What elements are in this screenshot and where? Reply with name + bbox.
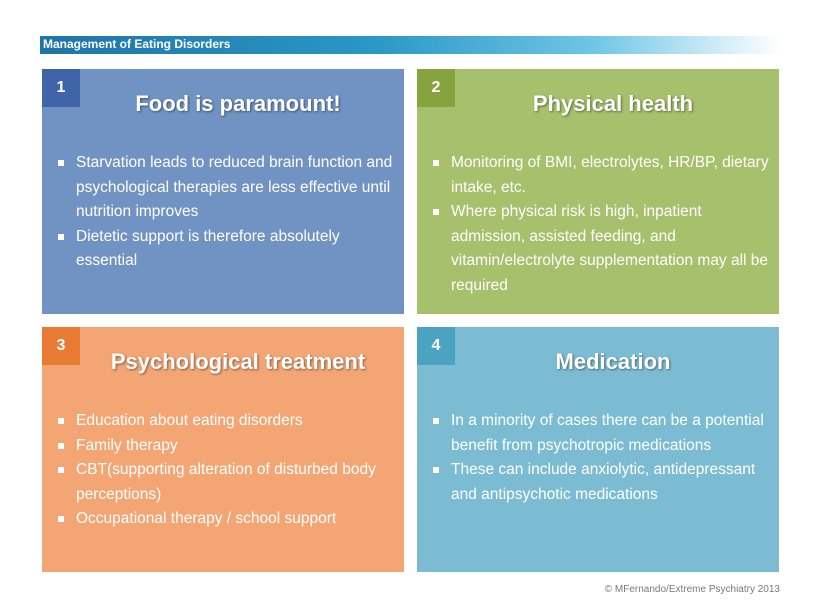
title-bar <box>40 36 780 54</box>
panel-heading: Psychological treatment <box>110 349 366 374</box>
bullet-list <box>54 151 394 274</box>
panel-number: 4 <box>417 327 455 365</box>
bullet-list <box>54 409 394 532</box>
panel-number: 1 <box>42 69 80 107</box>
bullet-item: Dietetic support is therefore absolutely essential <box>54 225 394 274</box>
bullet-item: These can include anxiolytic, antidepressant and antipsychotic medications <box>429 458 769 507</box>
bullet-item: In a minority of cases there can be a potential benefit from psychotropic medications <box>429 409 769 458</box>
bullet-item: Education about eating disorders <box>54 409 394 434</box>
panel-number: 3 <box>42 327 80 365</box>
bullet-item: Monitoring of BMI, electrolytes, HR/BP, dietary intake, etc. <box>429 151 769 200</box>
slide-title: Management of Eating Disorders <box>43 37 231 51</box>
panel-medication <box>417 327 779 572</box>
panel-heading: Food is paramount! <box>135 91 341 116</box>
bullet-item: Family therapy <box>54 434 394 459</box>
bullet-item: Starvation leads to reduced brain function and psychological therapies are less effective until nutrition improves <box>54 151 394 225</box>
bullet-list <box>429 151 769 298</box>
bullet-item: Where physical risk is high, inpatient admission, assisted feeding, and vitamin/electrolyte supplementation may all be required <box>429 200 769 298</box>
panel-heading: Physical health <box>532 91 694 116</box>
bullet-list <box>429 409 769 507</box>
panel-heading: Medication <box>555 349 671 374</box>
panel-number: 2 <box>417 69 455 107</box>
bullet-item: Occupational therapy / school support <box>54 507 394 532</box>
copyright-notice: © MFernando/Extreme Psychiatry 2013 <box>604 584 780 595</box>
panel-physical-health <box>417 69 779 314</box>
panel-psychological-treatment <box>42 327 404 572</box>
bullet-item: CBT(supporting alteration of disturbed body perceptions) <box>54 458 394 507</box>
panel-food <box>42 69 404 314</box>
